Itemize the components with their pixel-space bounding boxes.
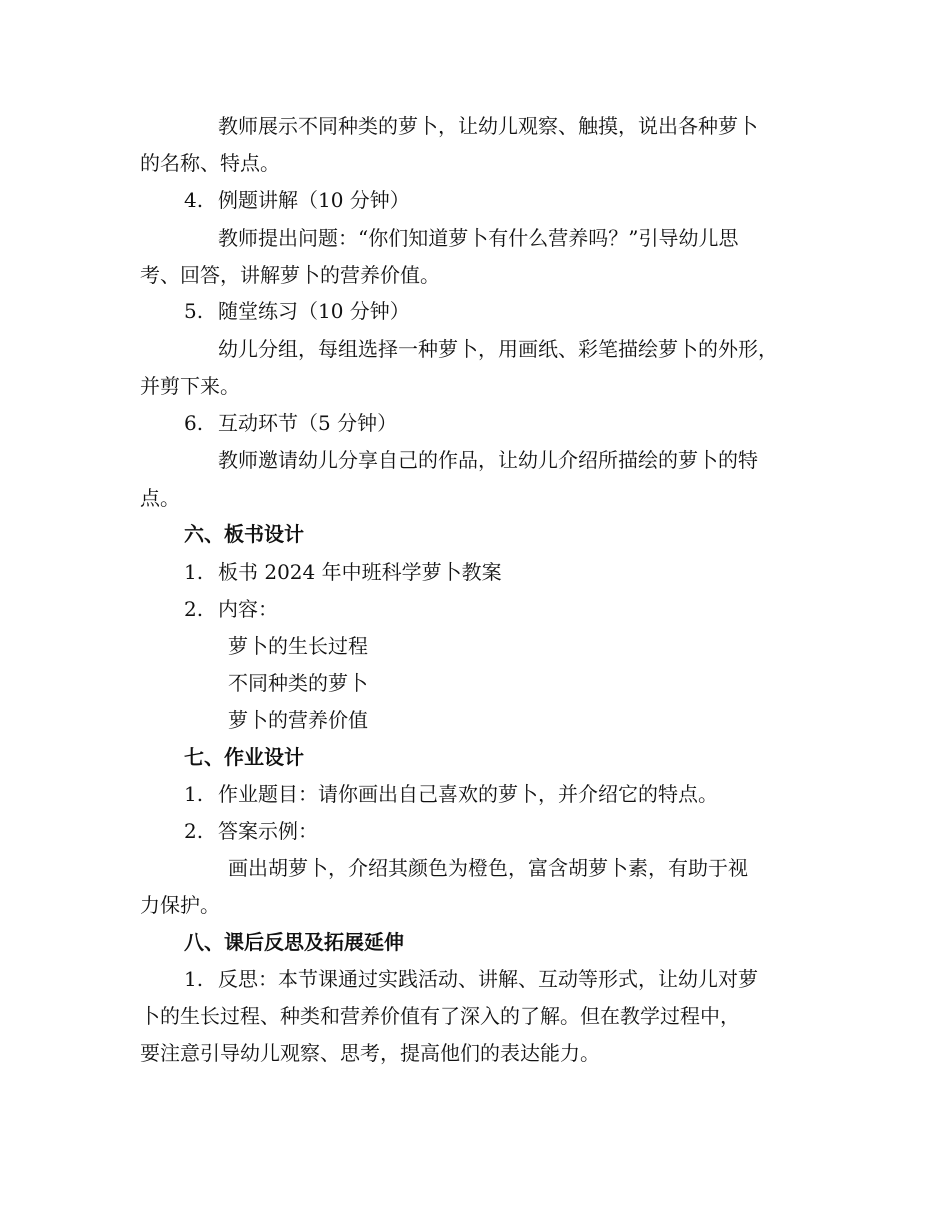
section7-item1-text: 作业题目：请你画出自己喜欢的萝卜，并介绍它的特点。 bbox=[218, 782, 718, 806]
section8-item1 bbox=[184, 967, 758, 991]
section6-item1 bbox=[184, 560, 502, 584]
section6-item2-text: 内容： bbox=[218, 597, 278, 621]
board-content-item: 萝卜的营养价值 bbox=[228, 708, 368, 732]
step3-text-line2: 的名称、特点。 bbox=[140, 151, 280, 175]
answer-line1: 画出胡萝卜，介绍其颜色为橙色，富含胡萝卜素，有助于视 bbox=[228, 856, 748, 880]
step5-text-line2: 并剪下来。 bbox=[140, 374, 240, 398]
section8-heading: 八、课后反思及拓展延伸 bbox=[184, 930, 404, 954]
step5-title: 随堂练习（10 分钟） bbox=[218, 299, 410, 323]
answer-line2: 力保护。 bbox=[140, 893, 220, 917]
board-content-item: 萝卜的生长过程 bbox=[228, 634, 368, 658]
step4-text-line2: 考、回答，讲解萝卜的营养价值。 bbox=[140, 263, 440, 287]
step4-number: 4. bbox=[184, 188, 204, 212]
section7-heading: 七、作业设计 bbox=[184, 745, 304, 769]
section7-item2-number: 2. bbox=[184, 819, 204, 843]
section7-item2 bbox=[184, 819, 318, 843]
section6-item1-number: 1. bbox=[184, 560, 204, 584]
section7-item2-text: 答案示例： bbox=[218, 819, 318, 843]
section6-item1-text: 板书 2024 年中班科学萝卜教案 bbox=[218, 560, 502, 584]
section8-item1-text: 反思：本节课通过实践活动、讲解、互动等形式，让幼儿对萝 bbox=[218, 967, 758, 991]
section7-item1 bbox=[184, 782, 718, 806]
step5-text-line1: 幼儿分组，每组选择一种萝卜，用画纸、彩笔描绘萝卜的外形， bbox=[218, 337, 778, 361]
board-content-item: 不同种类的萝卜 bbox=[228, 671, 368, 695]
step4-heading bbox=[184, 188, 410, 212]
section7-item1-number: 1. bbox=[184, 782, 204, 806]
section6-item2 bbox=[184, 597, 278, 621]
step6-title: 互动环节（5 分钟） bbox=[218, 411, 398, 435]
section8-item1-number: 1. bbox=[184, 967, 204, 991]
step3-text-line1: 教师展示不同种类的萝卜，让幼儿观察、触摸，说出各种萝卜 bbox=[218, 114, 758, 138]
section8-text-line3: 要注意引导幼儿观察、思考，提高他们的表达能力。 bbox=[140, 1041, 600, 1065]
step5-heading bbox=[184, 299, 410, 323]
step4-text-line1: 教师提出问题：“你们知道萝卜有什么营养吗？”引导幼儿思 bbox=[218, 226, 739, 250]
section6-item2-number: 2. bbox=[184, 597, 204, 621]
step6-heading bbox=[184, 411, 397, 435]
step6-number: 6. bbox=[184, 411, 204, 435]
step4-title: 例题讲解（10 分钟） bbox=[218, 188, 410, 212]
step6-text-line2: 点。 bbox=[140, 486, 180, 510]
section6-heading: 六、板书设计 bbox=[184, 522, 304, 546]
step5-number: 5. bbox=[184, 299, 204, 323]
section8-text-line2: 卜的生长过程、种类和营养价值有了深入的了解。但在教学过程中， bbox=[140, 1004, 740, 1028]
step6-text-line1: 教师邀请幼儿分享自己的作品，让幼儿介绍所描绘的萝卜的特 bbox=[218, 448, 758, 472]
